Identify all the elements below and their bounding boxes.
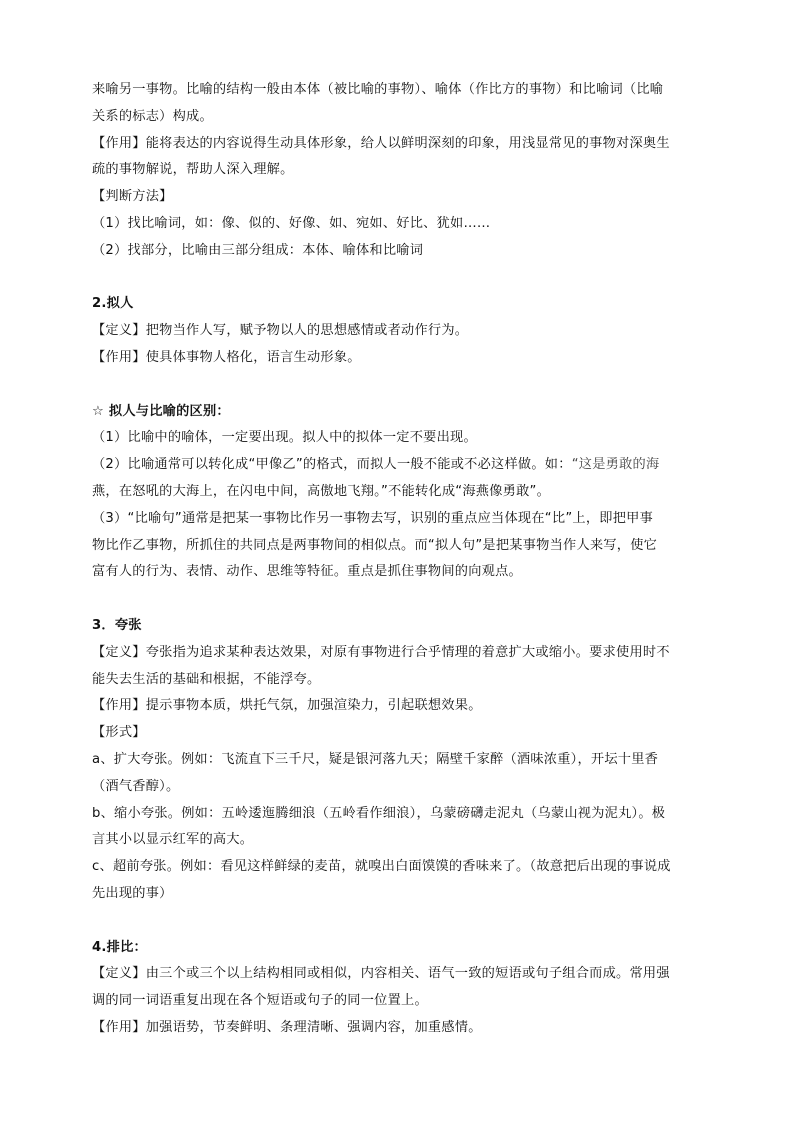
text-line: 调的同一词语重复出现在各个短语或句子的同一位置上。 (92, 993, 428, 1009)
section-heading: 2.拟人 (92, 296, 134, 312)
spacer (92, 265, 702, 292)
text-line: （酒气香醇）。 (92, 778, 180, 794)
text-line: （1）比喻中的喻体，一定要出现。拟人中的拟体一定不要出现。 (92, 430, 477, 446)
spacer (92, 372, 702, 399)
text-line: 能失去生活的基础和根据，不能浮夸。 (92, 671, 321, 687)
text-line: 【形式】 (92, 725, 146, 741)
text-line: （1）找比喻词，如：像、似的、好像、如、宛如、好比、犹如…… (92, 215, 491, 231)
text-line: 来喻另一事物。比喻的结构一般由本体（被比喻的事物）、喻体（作比方的事物）和比喻词（比喻 (92, 82, 664, 97)
text-line: 富有人的行为、表情、动作、思维等特征。重点是抓住事物间的向观点。 (92, 564, 522, 580)
text-span: （2）比喻通常可以转化成“甲像乙”的格式，而拟人一般不能或不必这样做。如： (92, 457, 572, 473)
text-line: 【判断方法】 (92, 189, 173, 205)
metaphor-section (92, 77, 702, 265)
text-line: （2）找部分，比喻由三部分组成：本体、喻体和比喻词 (92, 242, 424, 258)
text-line: 【定义】由三个或三个以上结构相同或相似，内容相关、语气一致的短语或句子组合而成。常用强 (92, 966, 670, 982)
quote-span: “这是勇敢的海 (571, 457, 660, 473)
text-line: 【定义】夸张指为追求某种表达效果，对原有事物进行合乎情理的着意扩大或缩小。要求使用时不 (92, 644, 670, 660)
hyperbole-section (92, 613, 702, 908)
text-line (92, 452, 702, 479)
personification-section (92, 291, 702, 371)
text-line: a、扩大夸张。例如：飞流直下三千尺，疑是银河落九天；隔壁千家醉（酒味浓重），开坛十里香 (92, 751, 659, 767)
text-line: （3）“比喻句”通常是把某一事物比作另一事物去写，识别的重点应当体现在“比”上，即把甲事 (92, 510, 654, 526)
text-line: 【作用】提示事物本质，烘托气氛，加强渲染力，引起联想效果。 (92, 698, 482, 714)
text-line: 物比作乙事物，所抓住的共同点是两事物间的相似点。而“拟人句”是把某事物当作人来写，使它 (92, 537, 658, 553)
spacer (92, 908, 702, 935)
text-line: 【定义】把物当作人写，赋予物以人的思想感情或者动作行为。 (92, 323, 469, 339)
section-heading: ☆ 拟人与比喻的区别： (92, 403, 230, 419)
section-heading: 3．夸张 (92, 617, 142, 633)
text-line: 关系的标志）构成。 (92, 108, 213, 124)
text-line: 先出现的事） (92, 885, 173, 901)
text-line: b、缩小夸张。例如：五岭逶迤腾细浪（五岭看作细浪），乌蒙磅礴走泥丸（乌蒙山视为泥丸）。极 (92, 805, 666, 821)
text-line: 【作用】使具体事物人格化，语言生动形象。 (92, 349, 361, 365)
text-line: c、超前夸张。例如：看见这样鲜绿的麦苗，就嗅出白面馍馍的香味来了。（故意把后出现的事说成 (92, 859, 671, 875)
parallelism-section (92, 935, 702, 1042)
text-line: 言其小以显示红军的高大。 (92, 832, 254, 848)
text-line: 【作用】加强语势，节奏鲜明、条理清晰、强调内容，加重感情。 (92, 1019, 482, 1035)
text-line: 疏的事物解说，帮助人深入理解。 (92, 162, 294, 178)
text-line: 【作用】能将表达的内容说得生动具体形象，给人以鲜明深刻的印象，用浅显常见的事物对深奥生 (92, 135, 670, 151)
spacer (92, 586, 702, 613)
text-line: 燕，在怒吼的大海上，在闪电中间，高傲地飞翔。”不能转化成“海燕像勇敢”。 (92, 483, 551, 499)
difference-section (92, 399, 702, 587)
section-heading: 4.排比： (92, 939, 147, 955)
